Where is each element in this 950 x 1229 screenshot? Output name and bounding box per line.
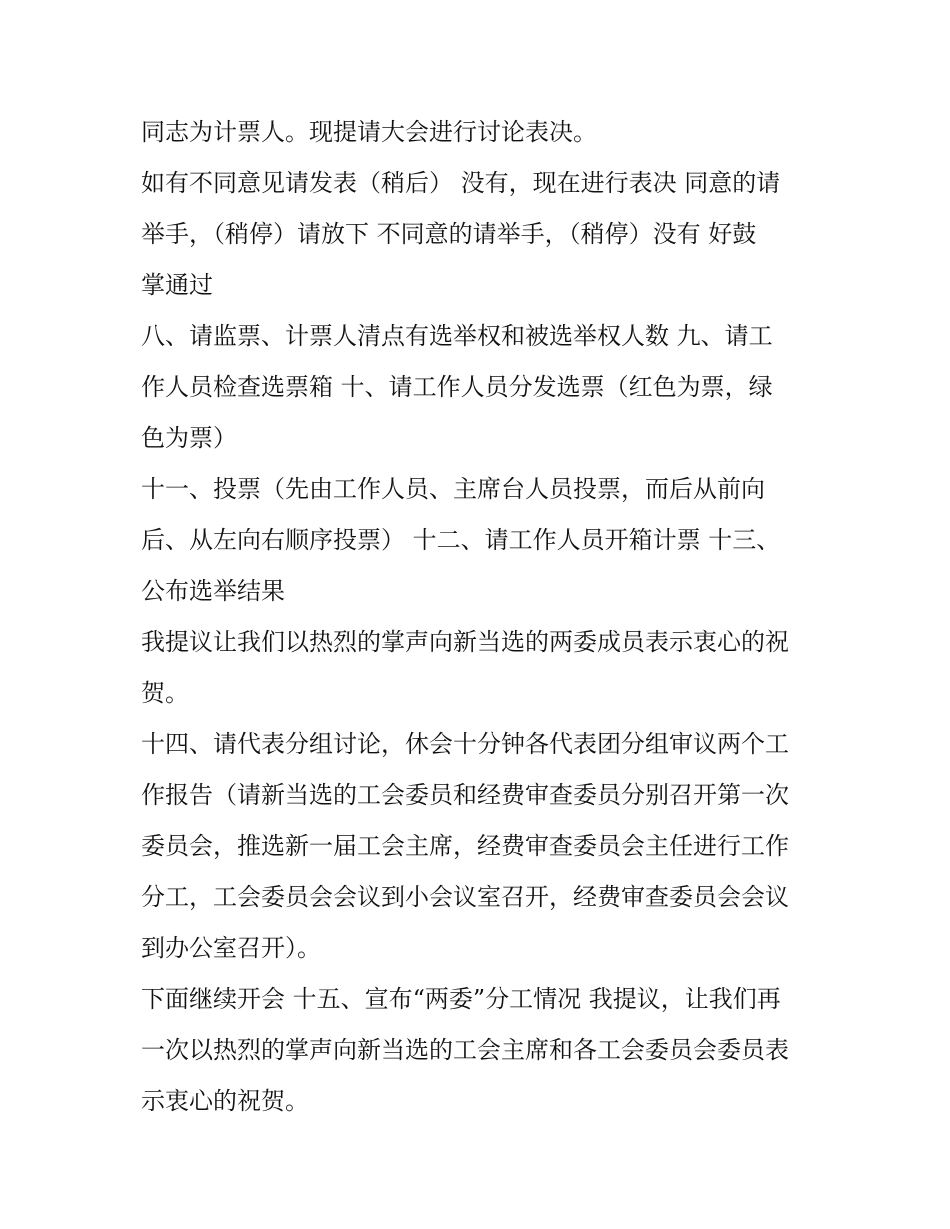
text-line: 一次以热烈的掌声向新当选的工会主席和各工会委员会委员表	[141, 1036, 789, 1064]
document-body	[141, 107, 816, 1127]
text-line: 八、请监票、计票人清点有选举权和被选举权人数 九、请工	[141, 322, 773, 350]
text-line: 同志为计票人。现提请大会进行讨论表决。	[141, 118, 597, 146]
text-line: 下面继续开会 十五、宣布“两委”分工情况 我提议，让我们再	[141, 985, 781, 1013]
text-line: 掌通过	[141, 271, 213, 299]
text-line: 如有不同意见请发表（稍后） 没有，现在进行表决 同意的请	[141, 169, 781, 197]
text-line: 后、从左向右顺序投票） 十二、请工作人员开箱计票 十三、	[141, 526, 781, 554]
text-line: 作报告（请新当选的工会委员和经费审查委员分别召开第一次	[141, 781, 789, 809]
text-line: 我提议让我们以热烈的掌声向新当选的两委成员表示衷心的祝	[141, 628, 789, 656]
text-line: 贺。	[141, 679, 189, 707]
text-line: 十一、投票（先由工作人员、主席台人员投票，而后从前向	[141, 475, 765, 503]
text-line: 分工，工会委员会会议到小会议室召开，经费审查委员会会议	[141, 883, 789, 911]
text-line: 公布选举结果	[141, 577, 285, 605]
text-line: 委员会，推选新一届工会主席，经费审查委员会主任进行工作	[141, 832, 789, 860]
text-line: 十四、请代表分组讨论，休会十分钟各代表团分组审议两个工	[141, 730, 789, 758]
text-line: 举手，（稍停）请放下 不同意的请举手，（稍停）没有 好鼓	[141, 220, 757, 248]
text-line: 色为票）	[141, 424, 237, 452]
text-line: 示衷心的祝贺。	[141, 1087, 309, 1115]
text-line: 到办公室召开）。	[141, 934, 321, 962]
text-line: 作人员检查选票箱 十、请工作人员分发选票（红色为票，绿	[141, 373, 773, 401]
